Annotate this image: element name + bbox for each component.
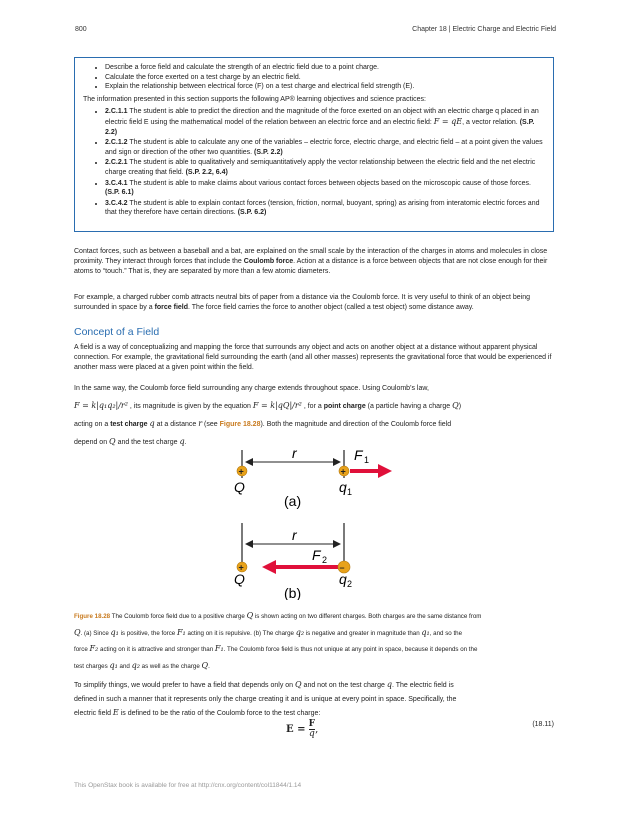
- standard-item: [105, 158, 545, 177]
- text: ,: [315, 724, 319, 735]
- force-label-F1: F: [354, 447, 363, 463]
- science-practice: (S.P. 2.2): [254, 148, 283, 156]
- standard-text: The student is able to make claims about various contact forces between objects based on the microscopic cause of those forces.: [129, 179, 531, 187]
- symbol-Q: Q: [109, 437, 116, 446]
- standard-code: 2.C.1.2: [105, 139, 128, 147]
- figure-reference-link[interactable]: Figure 18.28: [219, 421, 261, 428]
- symbol-Q: Q: [452, 401, 459, 410]
- plus-sign: +: [238, 562, 244, 573]
- text: , and so the: [429, 629, 463, 637]
- symbol-Q: Q: [201, 660, 209, 670]
- symbol-Q: Q: [295, 680, 302, 689]
- text: To simplify things, we would prefer to have a field that depends only on: [74, 682, 294, 689]
- standard-code: 2.C.1.1: [105, 108, 128, 116]
- figure-18-28: [220, 440, 410, 600]
- text: . The force field carries the force to another object (called a test object) some distance away.: [188, 304, 474, 311]
- objectives-list: [83, 63, 545, 92]
- text: is defined to be the ratio of the Coulomb force to the test charge:: [120, 710, 321, 717]
- standards-list: [83, 107, 545, 218]
- distance-label-b: r: [292, 527, 297, 543]
- standard-code: 3.C.4.1: [105, 179, 128, 187]
- subscript: 1: [347, 487, 353, 497]
- text: and: [119, 662, 130, 670]
- text: at a distance: [156, 421, 197, 428]
- paragraph-concept-field: A field is a way of conceptualizing and mapping the force that surrounds any object and acts on another object at a distance without apparent physical connection. For example, the gravitational field surrounding the earth (and all other masses) represents the gravitational force that would be experienced if another mass were placed at a given point within the field.: [74, 344, 552, 371]
- panel-label-b: (b): [284, 585, 302, 600]
- text: depend on: [74, 439, 108, 446]
- learning-objectives-box: [74, 57, 554, 232]
- text: is positive, the force: [120, 629, 176, 637]
- force-label-F2: F: [312, 547, 321, 563]
- term-test-charge: test charge: [110, 421, 148, 428]
- charge-label-Q: Q: [234, 479, 245, 495]
- symbol-F1: F₁: [214, 644, 224, 653]
- symbol-F2: F₂: [89, 644, 99, 653]
- objective-item: • Explain the relationship between electrical force (F) on a test charge and electrical field strength (E).: [105, 82, 545, 92]
- paragraph-electric-field: [74, 678, 556, 721]
- standard-text: The student is able to calculate any one of the variables – electric force, electric charge, and electric field – at a point given the values and sign or direction of the other two quantities.: [105, 139, 543, 156]
- text: acting on it is attractive and stronger than: [100, 646, 214, 653]
- text: ): [458, 403, 462, 410]
- panel-b: [234, 523, 352, 600]
- text: . The Coulomb force field is thus not unique at any point in space, because it depends on the: [223, 646, 478, 653]
- subscript: 2: [347, 579, 353, 589]
- text: electric field: [74, 710, 111, 717]
- text: is shown acting on two different charges. Both charges are the same distance from: [254, 613, 482, 620]
- equation-number: (18.11): [532, 721, 554, 728]
- text: . (a) Since: [80, 629, 109, 637]
- arrowhead-icon: [262, 560, 276, 574]
- standard-item: [105, 199, 545, 218]
- text: Contact forces, such as between a baseball and a bat, are explained on the small scale by the interaction of the charges in atoms and molecules in close proximity. They interact through forces that include the: [74, 248, 548, 265]
- plus-sign: +: [340, 466, 346, 477]
- paragraph-force-field: [74, 293, 556, 313]
- symbol-Q: Q: [246, 611, 254, 620]
- panel-a: [234, 445, 392, 509]
- equation-denominator: q: [308, 729, 315, 739]
- page-number: 800: [75, 26, 87, 33]
- text: is negative and greater in magnitude than: [305, 629, 420, 637]
- ap-intro: The information presented in this section supports the following AP® learning objectives and science practices:: [83, 95, 426, 103]
- text: . Action at a distance is a force between objects that are not close enough for their atoms to “touch.” That is, they are separated by more than a few atomic diameters.: [74, 258, 548, 275]
- text: (see: [204, 421, 218, 428]
- symbol-r: r: [198, 419, 203, 428]
- figure-label: Figure 18.28: [74, 613, 111, 620]
- text: In the same way, the Coulomb force field surrounding any charge extends throughout space. Using Coulomb’s law,: [74, 385, 429, 392]
- section-title: Concept of a Field: [74, 326, 160, 338]
- standard-item: [105, 138, 545, 157]
- science-practice: (S.P. 2.2, 6.4): [185, 168, 228, 176]
- symbol-q: q: [149, 419, 155, 428]
- arrowhead-icon: [378, 464, 392, 478]
- text: , for a: [303, 403, 322, 410]
- equation-18-11: [286, 720, 318, 739]
- chapter-title: Chapter 18 | Electric Charge and Electric Field: [412, 26, 556, 33]
- objective-item: • Calculate the force exerted on a test charge by an electric field.: [105, 73, 545, 83]
- minus-sign: –: [339, 562, 345, 573]
- text: test charges: [74, 662, 108, 670]
- figure-caption: Figure 18.28 The Coulomb force field due to a positive charge Q is shown acting on two different charges. Both charges are the same distance from Q. (a) Since q₁ is positive, the force F₁ acting on it is repulsive. (b) The charge q₂ is negative and greater in magnitude than q₁, and so the force F₂ acting on it is attractive and stronger than F₁. The Coulomb force field is thus not unique at any point in space, because it depends on the test charges q₁ and q₂ as well as the charge Q.: [74, 611, 482, 670]
- symbol-q1: q₁: [110, 627, 119, 637]
- equation-lhs: E =: [286, 724, 306, 735]
- subscript: 1: [364, 455, 370, 465]
- standard-item: [105, 107, 545, 137]
- standard-formula: F = qE: [433, 116, 463, 126]
- text: acting on a: [74, 421, 109, 428]
- distance-label-a: r: [292, 445, 297, 461]
- charge-label-Q: Q: [234, 571, 245, 587]
- text: For example, a charged rubber comb attracts neutral bits of paper from a distance via the Coulomb force. It is very useful to think of an object being surrounded in space by a: [74, 294, 531, 311]
- symbol-F1: F₁: [176, 627, 186, 637]
- science-practice: (S.P. 6.2): [237, 209, 267, 217]
- standard-item: [105, 179, 545, 198]
- symbol-q2: q₂: [295, 627, 305, 637]
- science-practice: (S.P. 2.2): [105, 118, 535, 136]
- standard-tail: , a vector relation.: [462, 118, 518, 126]
- symbol-Q: Q: [74, 627, 81, 637]
- symbol-q1: q₁: [421, 627, 430, 637]
- formula-coulomb: F = k|q₁q₂|/r²: [74, 401, 128, 410]
- term-point-charge: point charge: [323, 403, 366, 410]
- text: defined in such a manner that it represents only the charge creating it and is unique at every point in space. Specifically, the: [74, 695, 457, 703]
- text: The Coulomb force field due to a positive charge: [111, 613, 245, 620]
- plus-sign: +: [238, 466, 244, 477]
- term-force-field: force field: [154, 304, 189, 311]
- text: acting on it is repulsive. (b) The charge: [187, 629, 294, 637]
- symbol-q2: q₂: [131, 660, 140, 670]
- text: and not on the test charge: [303, 682, 385, 689]
- footer-link[interactable]: This OpenStax book is available for free at http://cnx.org/content/col11844/1.14: [74, 782, 302, 789]
- text: , its magnitude is given by the equation: [129, 403, 251, 410]
- symbol-q1: q₁: [109, 660, 118, 670]
- symbol-q: q: [386, 680, 392, 689]
- standard-text: The student is able to predict the direction and the magnitude of the force exerted on an object with an electric charge q placed in an electric field E using the mathematical model of the relation between an electric force and an electric field:: [105, 108, 539, 126]
- charge-label-q2: q: [339, 571, 347, 587]
- text: (a particle having a charge: [367, 403, 451, 410]
- panel-label-a: (a): [284, 493, 302, 509]
- text: ). Both the magnitude and direction of the Coulomb force field: [260, 421, 452, 428]
- paragraph-contact-forces: [74, 247, 556, 277]
- text: as well as the charge: [141, 662, 200, 670]
- science-practice: (S.P. 6.1): [105, 189, 134, 197]
- objective-item: • Describe a force field and calculate the strength of an electric field due to a point charge.: [105, 63, 545, 73]
- text: and the test charge: [117, 439, 178, 446]
- standard-code: 2.C.2.1: [105, 159, 128, 167]
- standard-text: The student is able to explain contact forces (tension, friction, normal, buoyant, spring) as arising from interatomic electric forces and that they therefore have certain directions.: [105, 199, 540, 217]
- text: . The electric field is: [391, 682, 454, 689]
- formula-point-charge: F = k|qQ|/r²: [252, 401, 302, 410]
- symbol-q: q: [179, 437, 185, 446]
- charge-label-q1: q: [339, 479, 347, 495]
- symbol-E: E: [112, 708, 119, 717]
- text: force: [74, 646, 88, 653]
- term-coulomb-force: Coulomb force: [243, 258, 294, 265]
- standard-text: The student is able to qualitatively and semiquantitatively apply the vector relationship between the electric field and the net electric charge creating that field.: [105, 159, 536, 176]
- equation-numerator: F: [308, 719, 316, 729]
- paragraph-coulomb-law: In the same way, the Coulomb force field surrounding any charge extends throughout space. Using Coulomb’s law, F = k|q₁q₂|/r² , its magnitude is given by the equation F = k|qQ|/r² , for a point charge (a particle having a charge Q) acting on a test charge q at a distance r (see Figure 18.28). Both the magnitude and direction of the Coulomb force field depend on Q and the test charge q.: [74, 385, 462, 446]
- subscript: 2: [322, 555, 328, 565]
- standard-code: 3.C.4.2: [105, 199, 128, 207]
